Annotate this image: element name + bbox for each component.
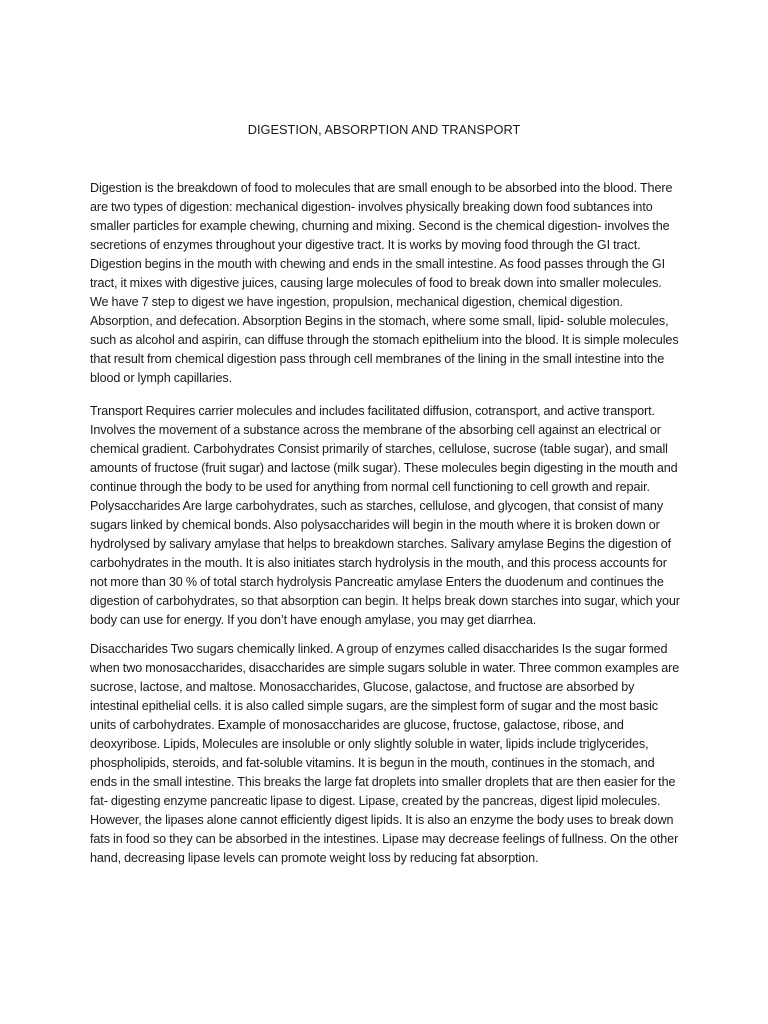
paragraph-transport: Transport Requires carrier molecules and includes facilitated diffusion, cotransport, and active transport. Involves the movement of a substance across the membrane of the absorbing cell against an electrical or chemical gradient. Carbohydrates Consist primarily of starches, cellulose, sucrose (table sugar), and small amounts of fructose (fruit sugar) and lactose (milk sugar). These molecules begin digesting in the mouth and continue through the body to be used for anything from normal cell functioning to cell growth and repair. Polysaccharides Are large carbohydrates, such as starches, cellulose, and glycogen, that consist of many sugars linked by chemical bonds. Also polysaccharides will begin in the mouth where it is broken down or hydrolysed by salivary amylase that helps to breakdown starches. Salivary amylase Begins the digestion of carbohydrates in the mouth. It is also initiates starch hydrolysis in the mouth, and this process accounts for not more than 30 % of total starch hydrolysis Pancreatic amylase Enters the duodenum and continues the digestion of carbohydrates, so that absorption can begin. It helps break down starches into sugar, which your body can use for energy. If you don’t have enough amylase, you may get diarrhea.: [90, 404, 680, 627]
paragraph-disaccharides: Disaccharides Two sugars chemically linked. A group of enzymes called disaccharides Is the sugar formed when two monosaccharides, disaccharides are simple sugars soluble in water. Three common examples are sucrose, lactose, and maltose. Monosaccharides, Glucose, galactose, and fructose are absorbed by intestinal epithelial cells. it is also called simple sugars, are the simplest form of sugar and the most basic units of carbohydrates. Example of monosaccharides are glucose, fructose, galactose, ribose, and deoxyribose. Lipids, Molecules are insoluble or only slightly soluble in water, lipids include triglycerides, phospholipids, steroids, and fat-soluble vitamins. It is begun in the mouth, continues in the stomach, and ends in the small intestine. This breaks the large fat droplets into smaller droplets that are then easier for the fat- digesting enzyme pancreatic lipase to digest. Lipase, created by the pancreas, digest lipid molecules. However, the lipases alone cannot efficiently digest lipids. It is also an enzyme the body uses to break down fats in food so they can be absorbed in the intestines. Lipase may decrease feelings of fullness. On the other hand, decreasing lipase levels can promote weight loss by reducing fat absorption.: [90, 642, 680, 865]
document-body: [90, 179, 680, 878]
document-title: DIGESTION, ABSORPTION AND TRANSPORT: [247, 122, 521, 137]
paragraph-digestion: Digestion is the breakdown of food to molecules that are small enough to be absorbed into the blood. There are two types of digestion: mechanical digestion- involves physically breaking down food subtances into smaller particles for example chewing, churning and mixing. Second is the chemical digestion- involves the secretions of enzymes throughout your digestive tract. It is works by moving food through the GI tract. Digestion begins in the mouth with chewing and ends in the small intestine. As food passes through the GI tract, it mixes with digestive juices, causing large molecules of food to break down into smaller molecules. We have 7 step to digest we have ingestion, propulsion, mechanical digestion, chemical digestion. Absorption, and defecation. Absorption Begins in the stomach, where some small, lipid- soluble molecules, such as alcohol and aspirin, can diffuse through the stomach epithelium into the blood. It is simple molecules that result from chemical digestion pass through cell membranes of the lining in the small intestine into the blood or lymph capillaries.: [90, 181, 679, 385]
